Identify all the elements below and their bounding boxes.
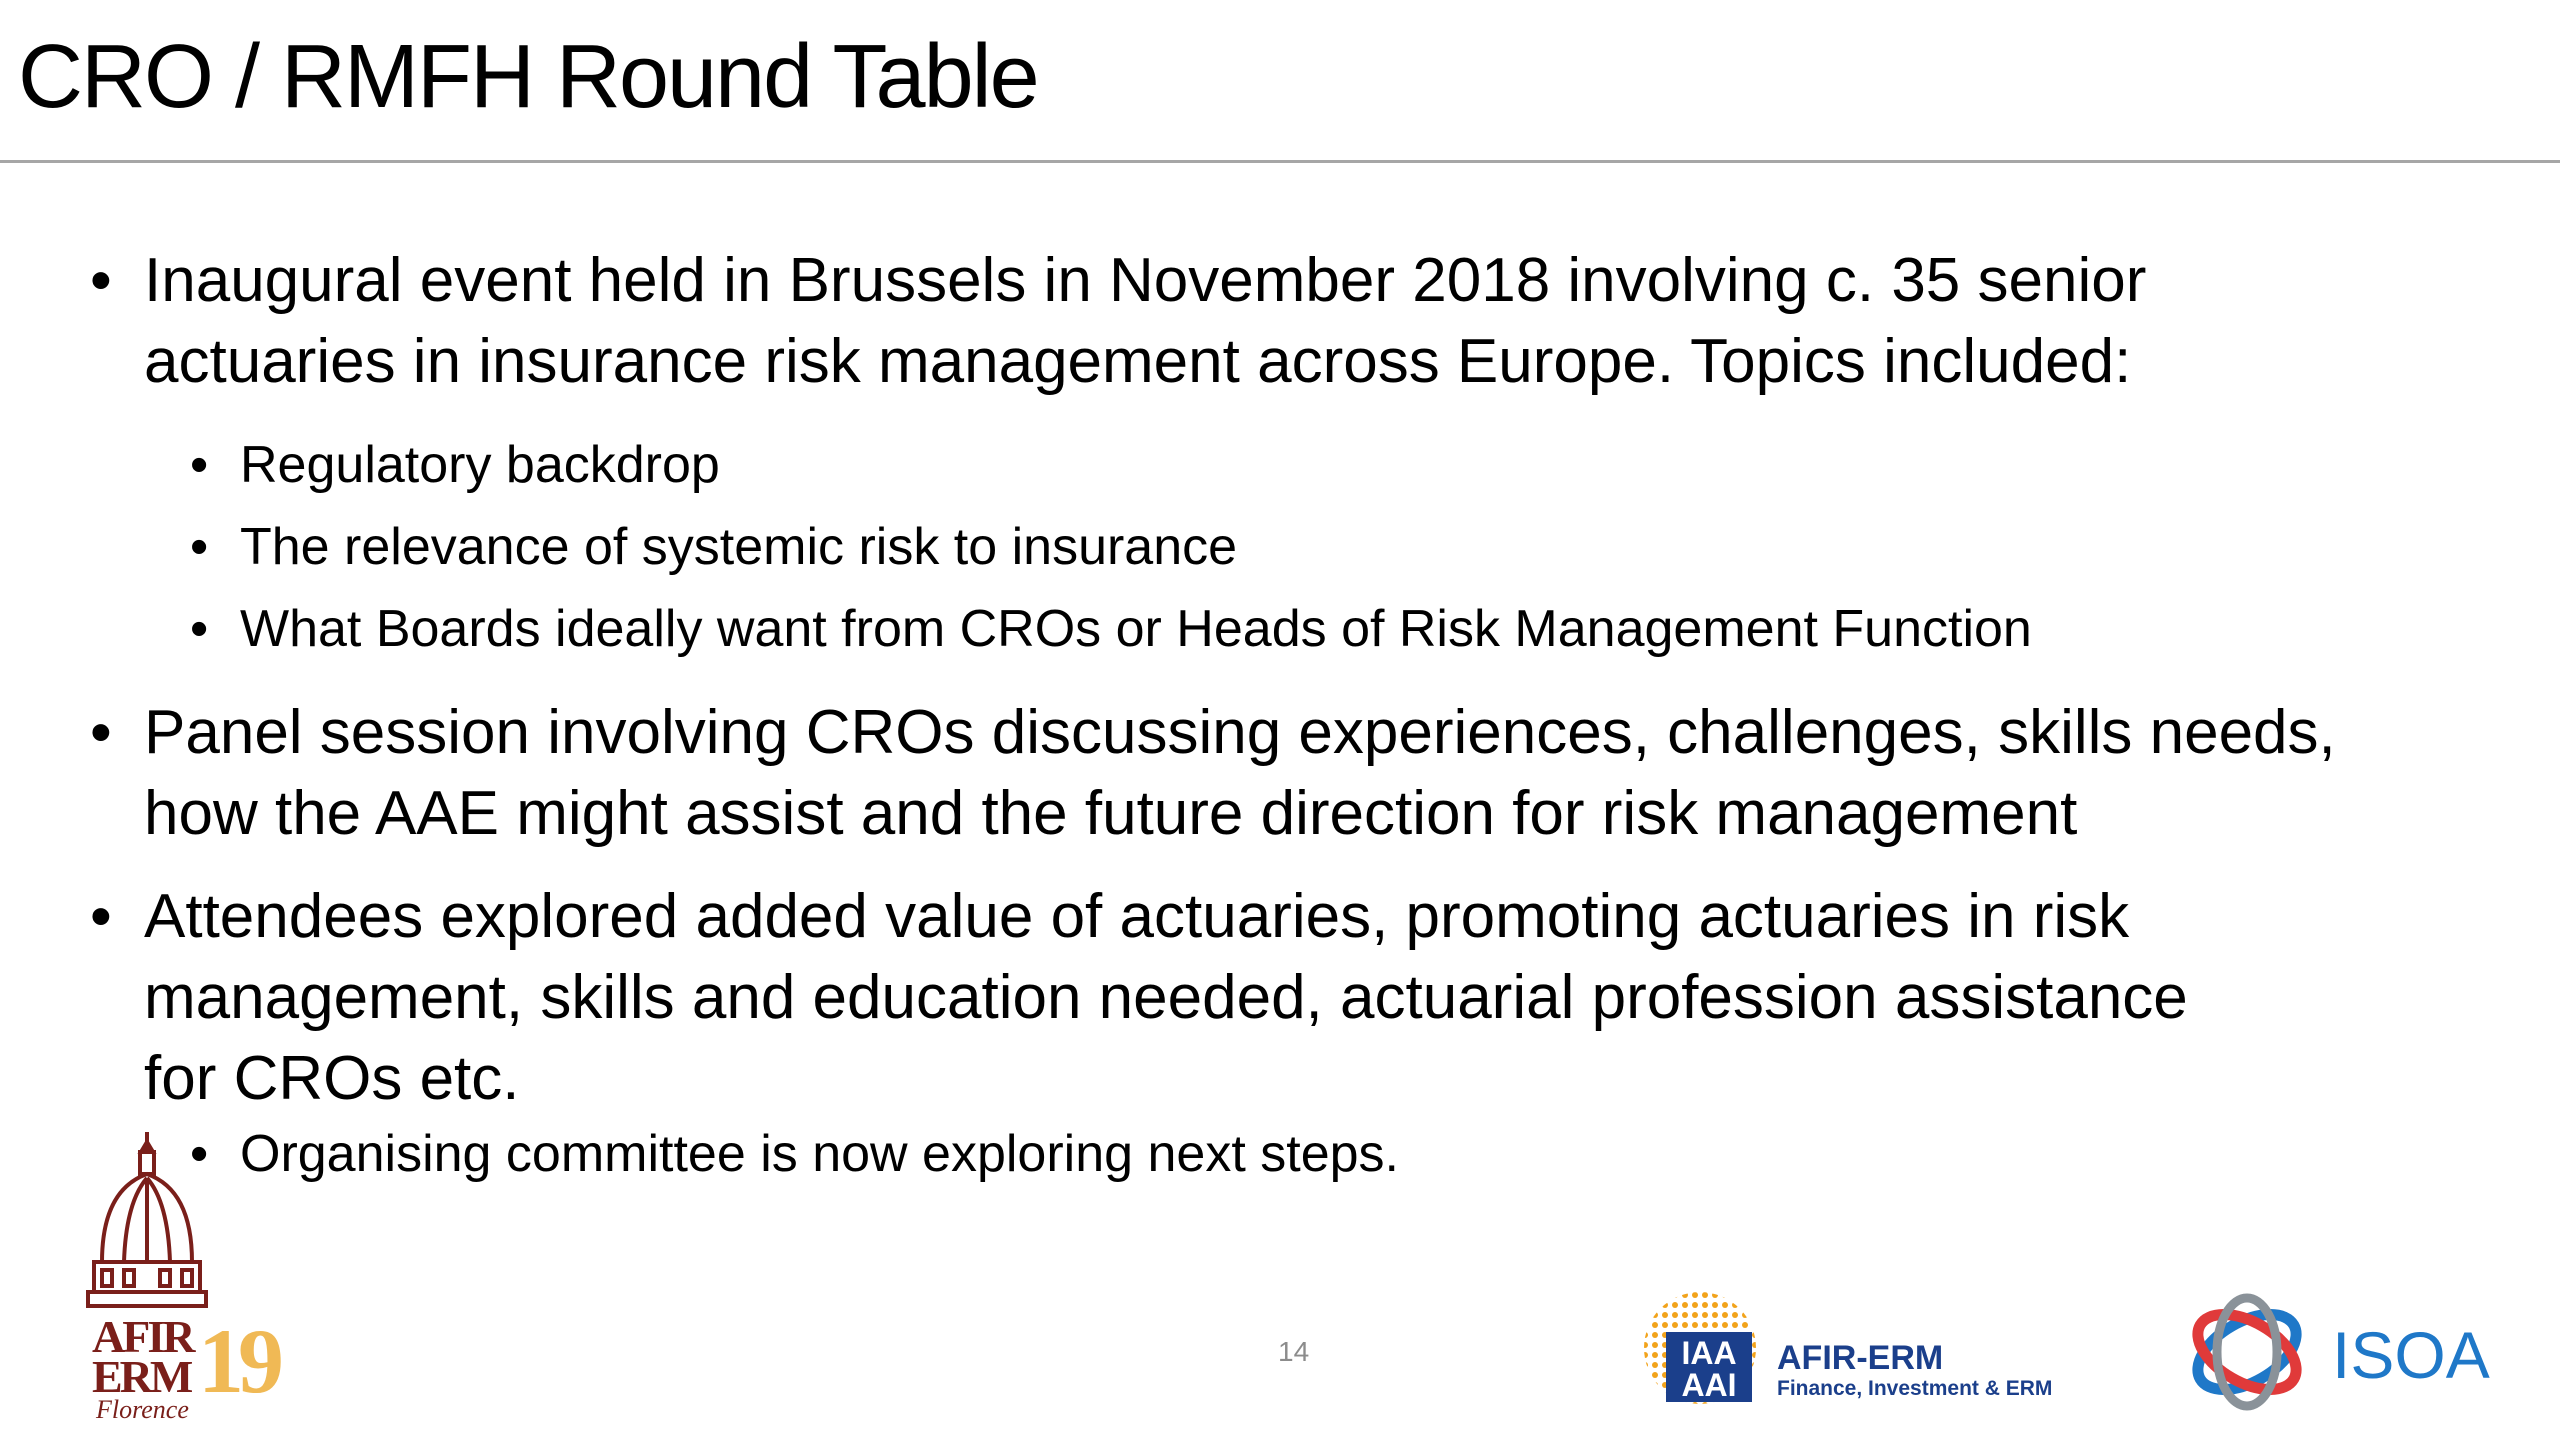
bullet-line: how the AAE might assist and the future direction for risk management	[144, 779, 2078, 848]
slide-title: CRO / RMFH Round Table	[18, 27, 1038, 127]
afir-erm-florence-logo	[80, 1130, 300, 1420]
afir-text: AFIR	[92, 1311, 193, 1362]
bullet-line: for CROs etc.	[144, 1044, 520, 1113]
sub-bullet: • Regulatory backdrop	[90, 424, 2510, 506]
bullet-panel-session	[90, 692, 2510, 854]
bullet-line: • Inaugural event held in Brussels in November 2018 involving c. 35 senior	[144, 246, 2147, 315]
bullet-attendees	[90, 876, 2510, 1119]
isoa-logo	[2185, 1290, 2490, 1420]
next-steps-list	[90, 1113, 2510, 1195]
iaa-afir-erm-logo	[1640, 1290, 2053, 1410]
iaa-badge-bottom: AAI	[1681, 1367, 1737, 1403]
iaa-section-name: AFIR-ERM	[1777, 1339, 1944, 1377]
globe-icon	[1640, 1290, 1770, 1410]
erm-text: ERM	[92, 1351, 191, 1402]
sub-bullet: • What Boards ideally want from CROs or Heads of Risk Management Function	[90, 588, 2510, 670]
isoa-name: ISOA	[2332, 1318, 2490, 1392]
iaa-section-subtitle: Finance, Investment & ERM	[1777, 1377, 2053, 1400]
bullet-line: • Panel session involving CROs discussing experiences, challenges, skills needs,	[144, 698, 2336, 767]
topics-list	[90, 424, 2510, 670]
city-text: Florence	[96, 1395, 189, 1420]
sub-bullet: • The relevance of systemic risk to insurance	[90, 506, 2510, 588]
iaa-text	[1777, 1340, 2052, 1402]
page-number: 14	[1278, 1336, 1310, 1367]
sub-bullet: • Organising committee is now exploring next steps.	[90, 1113, 2510, 1195]
year-text: 19	[198, 1310, 278, 1412]
dome-icon	[80, 1130, 300, 1420]
iaa-badge-top: IAA	[1681, 1335, 1737, 1371]
isoa-emblem-icon	[2185, 1290, 2325, 1420]
bullet-inaugural-event	[90, 240, 2510, 402]
bullet-line: management, skills and education needed, actuarial profession assistance	[144, 963, 2188, 1032]
bullet-line: • Attendees explored added value of actuaries, promoting actuaries in risk	[144, 882, 2130, 951]
slide-content	[90, 240, 2510, 1217]
title-divider	[0, 160, 2560, 163]
bullet-line: actuaries in insurance risk management across Europe. Topics included:	[144, 327, 2132, 396]
